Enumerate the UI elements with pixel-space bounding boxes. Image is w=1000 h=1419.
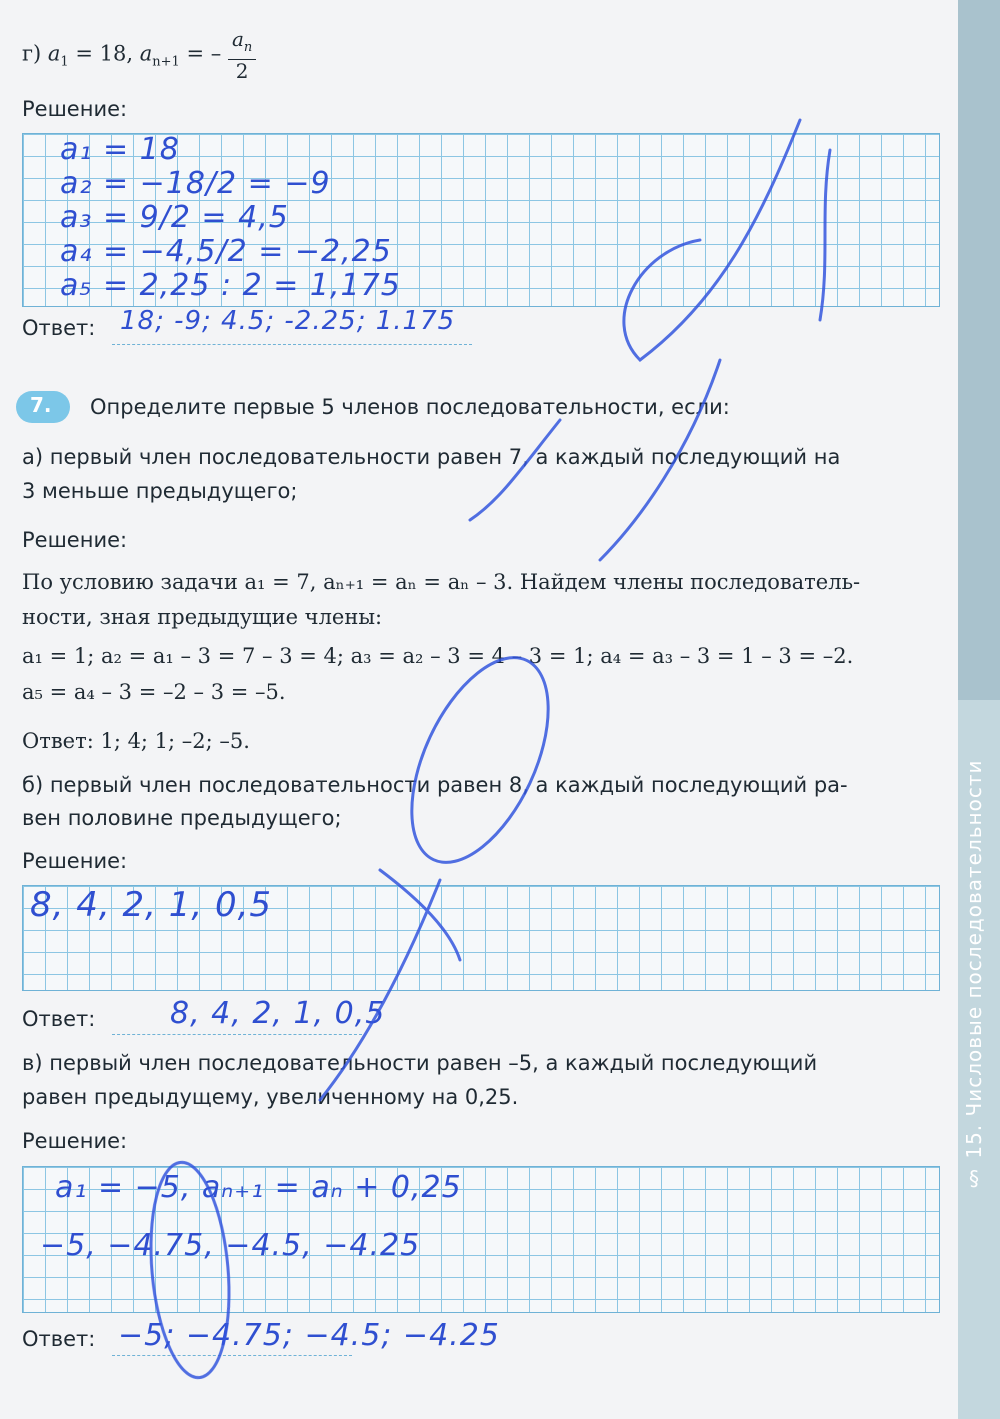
part-b-hw: 8, 4, 2, 1, 0,5: [30, 885, 273, 925]
part-v-solution-label: Решение:: [22, 1129, 128, 1153]
part-g-label: г): [22, 41, 42, 66]
stroke-o: [384, 637, 577, 883]
part-b-answer: 8, 4, 2, 1, 0,5: [170, 996, 386, 1031]
sub: 1: [60, 54, 69, 70]
eq: = –: [179, 41, 222, 66]
task-number: 7.: [30, 393, 52, 417]
part-b-line2: вен половине предыдущего;: [22, 806, 342, 830]
task-number-badge: [16, 391, 70, 423]
answer-line: [112, 1033, 362, 1035]
frac-den: 2: [235, 59, 249, 83]
hw-line: a₃ = 9/2 = 4,5: [60, 200, 289, 235]
part-b-solution-label: Решение:: [22, 849, 128, 873]
part-v-hw2: −5, −4.75, −4.5, −4.25: [40, 1228, 421, 1263]
side-strip: [958, 0, 1000, 1419]
part-v-line2: равен предыдущему, увеличенному на 0,25.: [22, 1085, 519, 1109]
hw-line: a₄ = −4,5/2 = −2,25: [60, 234, 392, 269]
part-v-answer: −5; −4.75; −4.5; −4.25: [118, 1318, 500, 1353]
section-label: § 15. Числовые последовательности: [962, 760, 986, 1192]
fraction: [228, 28, 256, 82]
part-a-line1: а) первый член последовательности равен 7, а каждый последующий на: [22, 445, 841, 469]
answer-line: [112, 1354, 352, 1356]
part-g-answer: 18; -9; 4.5; -2.25; 1.175: [120, 306, 456, 336]
part-a-sol2: ности, зная предыдущие члены:: [22, 605, 383, 629]
part-a-line2: 3 меньше предыдущего;: [22, 479, 298, 503]
eq: = 18,: [68, 41, 140, 66]
part-a-answer: Ответ: 1; 4; 1; –2; –5.: [22, 729, 250, 753]
answer-line: [112, 343, 472, 345]
hw-line: a₂ = −18/2 = −9: [60, 166, 331, 201]
part-v-answer-label: Ответ:: [22, 1327, 96, 1351]
part-g-answer-label: Ответ:: [22, 316, 96, 340]
frac-num: a: [231, 27, 244, 51]
part-v-hw1: a₁ = −5, aₙ₊₁ = aₙ + 0,25: [55, 1170, 462, 1205]
part-a-sol4: a₅ = a₄ – 3 = –2 – 3 = –5.: [22, 680, 286, 704]
task7-statement: Определите первые 5 членов последовательности, если:: [90, 395, 730, 419]
part-g-condition: [22, 28, 256, 82]
part-a-sol3: a₁ = 1; a₂ = a₁ – 3 = 7 – 3 = 4; a₃ = a₂ – 3 = 4 – 3 = 1; a₄ = a₃ – 3 = 1 – 3 = –2.: [22, 644, 854, 668]
hw-line: a₁ = 18: [60, 132, 180, 167]
sub: n+1: [152, 54, 180, 70]
part-b-answer-label: Ответ:: [22, 1007, 96, 1031]
sub: n: [243, 40, 253, 55]
part-g-solution-label: Решение:: [22, 97, 128, 121]
part-a-sol1: По условию задачи a₁ = 7, aₙ₊₁ = aₙ = aₙ – 3. Найдем члены последователь-: [22, 570, 861, 594]
var-a: a: [139, 41, 153, 66]
part-v-line1: в) первый член последовательности равен –5, а каждый последующий: [22, 1051, 818, 1075]
part-a-solution-label: Решение:: [22, 528, 128, 552]
var-a: a: [47, 41, 61, 66]
part-b-line1: б) первый член последовательности равен 8, а каждый последующий ра-: [22, 773, 848, 797]
hw-line: a₅ = 2,25 : 2 = 1,175: [60, 268, 401, 303]
